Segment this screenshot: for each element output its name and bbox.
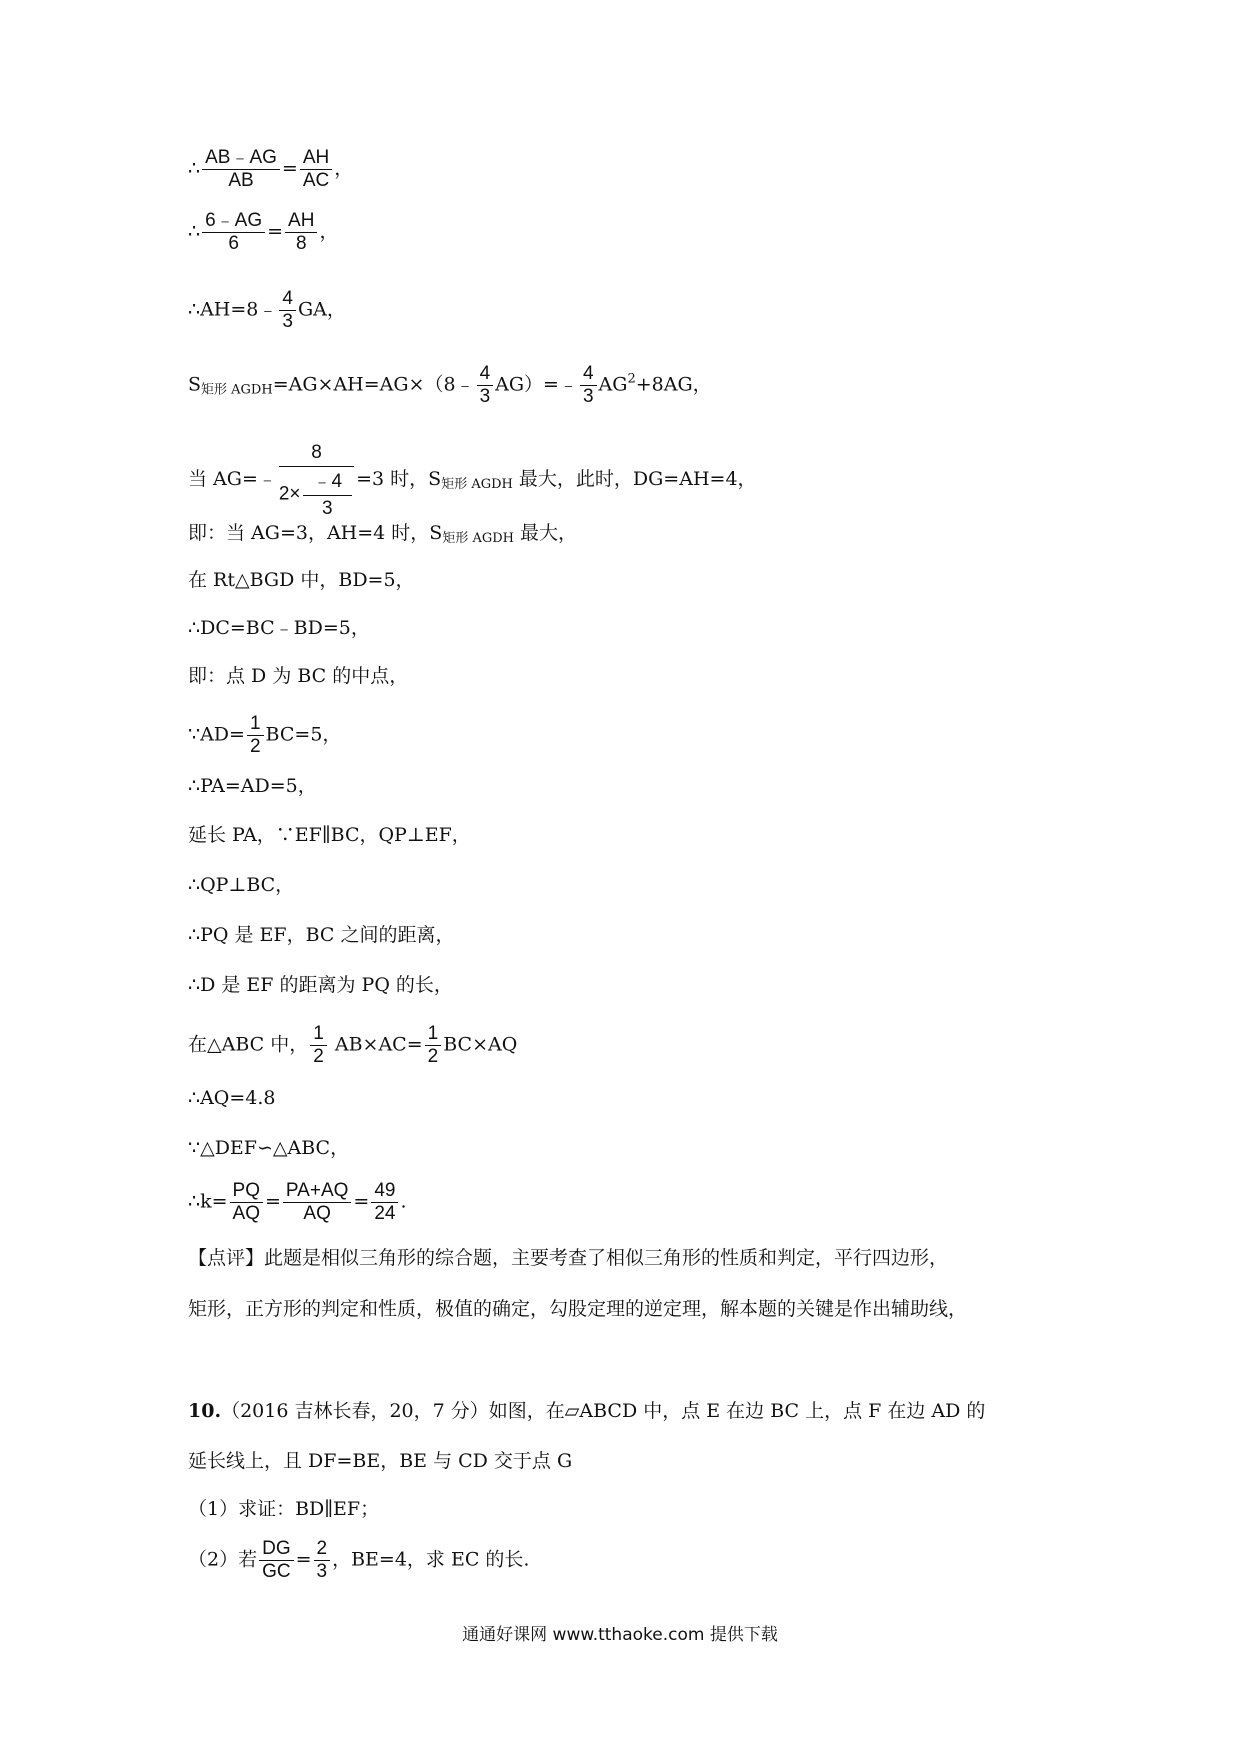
fraction: $\frac{2}{3}$ [314, 1538, 331, 1583]
question-10-part-2: （2）若 $\frac{DG}{GC}$ = $\frac{2}{3}$ ，BE=4，求 EC 的长. [188, 1538, 530, 1582]
compound-fraction: 8 2× $\frac{﹣4}{3}$ [279, 440, 354, 520]
fraction: $\frac{49}{24}$ [371, 1180, 398, 1225]
comment-line-1: 【点评】此题是相似三角形的综合题，主要考查了相似三角形的性质和判定，平行四边形， [188, 1247, 949, 1269]
fraction: $\frac{4}{3}$ [580, 363, 597, 408]
fraction: $\frac{1}{2}$ [425, 1023, 442, 1068]
comment-line-2: 矩形，正方形的判定和性质，极值的确定，勾股定理的逆定理，解本题的关键是作出辅助线， [188, 1298, 968, 1320]
line-17: ∴AQ=4.8 [188, 1087, 276, 1109]
line-12: 延长 PA，∵EF∥BC，QP⊥EF， [188, 824, 471, 846]
line-8: ∴DC=BC﹣BD=5， [188, 617, 370, 639]
line-7: 在 Rt△BGD 中，BD=5， [188, 569, 415, 591]
line-3: ∴AH=8﹣ $\frac{4}{3}$ GA， [188, 288, 346, 332]
line-4: $S_{矩形 AGDH}=AG\times AH=AG\times(8﹣$ $\frac{4}{3}$ AG）=﹣ $\frac{4}{3}$ $AG^2+8AG$， [188, 363, 712, 407]
fraction: $\frac{AH}{8}$ [285, 210, 317, 255]
line-6: 即：当 AG=3，AH=4 时，$S_{矩形 AGDH}$ 最大， [188, 522, 578, 546]
line-9: 即：点 D 为 BC 的中点， [188, 665, 409, 687]
question-10-line-1: 10.（2016 吉林长春，20，7 分）如图，在▱ABCD 中，点 E 在边 BC 上，点 F 在边 AD 的 [188, 1400, 986, 1422]
line-14: ∴PQ 是 EF，BC 之间的距离， [188, 924, 455, 946]
line-16: 在△ABC 中， $\frac{1}{2}$ AB×AC= $\frac{1}{2}$ BC×AQ [188, 1023, 518, 1067]
fraction: $\frac{PQ}{AQ}$ [230, 1180, 263, 1225]
therefore-symbol: ∴ [188, 157, 201, 180]
line-13: ∴QP⊥BC， [188, 874, 295, 896]
question-number: 10. [188, 1400, 222, 1422]
line-10: ∵AD= $\frac{1}{2}$ BC=5， [188, 713, 342, 757]
fraction: $\frac{4}{3}$ [477, 363, 494, 408]
fraction: $\frac{﹣4}{3}$ [303, 469, 353, 520]
page-footer: 通通好课网 www.tthaoke.com 提供下载 [462, 1625, 778, 1645]
fraction: $\frac{1}{2}$ [310, 1023, 327, 1068]
question-10-part-1: （1）求证：BD∥EF； [188, 1498, 380, 1520]
fraction: $\frac{AB﹣AG}{AB}$ [202, 147, 280, 192]
fraction: $\frac{1}{2}$ [247, 713, 264, 758]
fraction: $\frac{AH}{AC}$ [300, 147, 332, 192]
question-10-line-2: 延长线上，且 DF=BE，BE 与 CD 交于点 G [188, 1450, 573, 1472]
line-1: ∴ $\frac{AB﹣AG}{AB}$ = $\frac{AH}{AC}$ ， [188, 147, 354, 191]
line-11: ∴PA=AD=5， [188, 775, 317, 797]
line-15: ∴D 是 EF 的距离为 PQ 的长， [188, 974, 453, 996]
line-19: ∴k= $\frac{PQ}{AQ}$ = $\frac{PA+AQ}{AQ}$ = $\frac{49}{24}$ . [188, 1180, 407, 1224]
fraction: $\frac{DG}{GC}$ [259, 1538, 294, 1583]
line-2: ∴ $\frac{6﹣AG}{6}$ = $\frac{AH}{8}$ ， [188, 210, 339, 254]
fraction: $\frac{PA+AQ}{AQ}$ [283, 1180, 351, 1225]
fraction: $\frac{6﹣AG}{6}$ [202, 210, 265, 255]
line-18: ∵△DEF∽△ABC， [188, 1137, 350, 1159]
line-5: 当 AG=﹣ 8 2× $\frac{﹣4}{3}$ =3 时，$S_{矩形 AGDH}$ 最大，此时，DG=AH=4， [188, 442, 757, 519]
fraction: $\frac{4}{3}$ [279, 288, 296, 333]
